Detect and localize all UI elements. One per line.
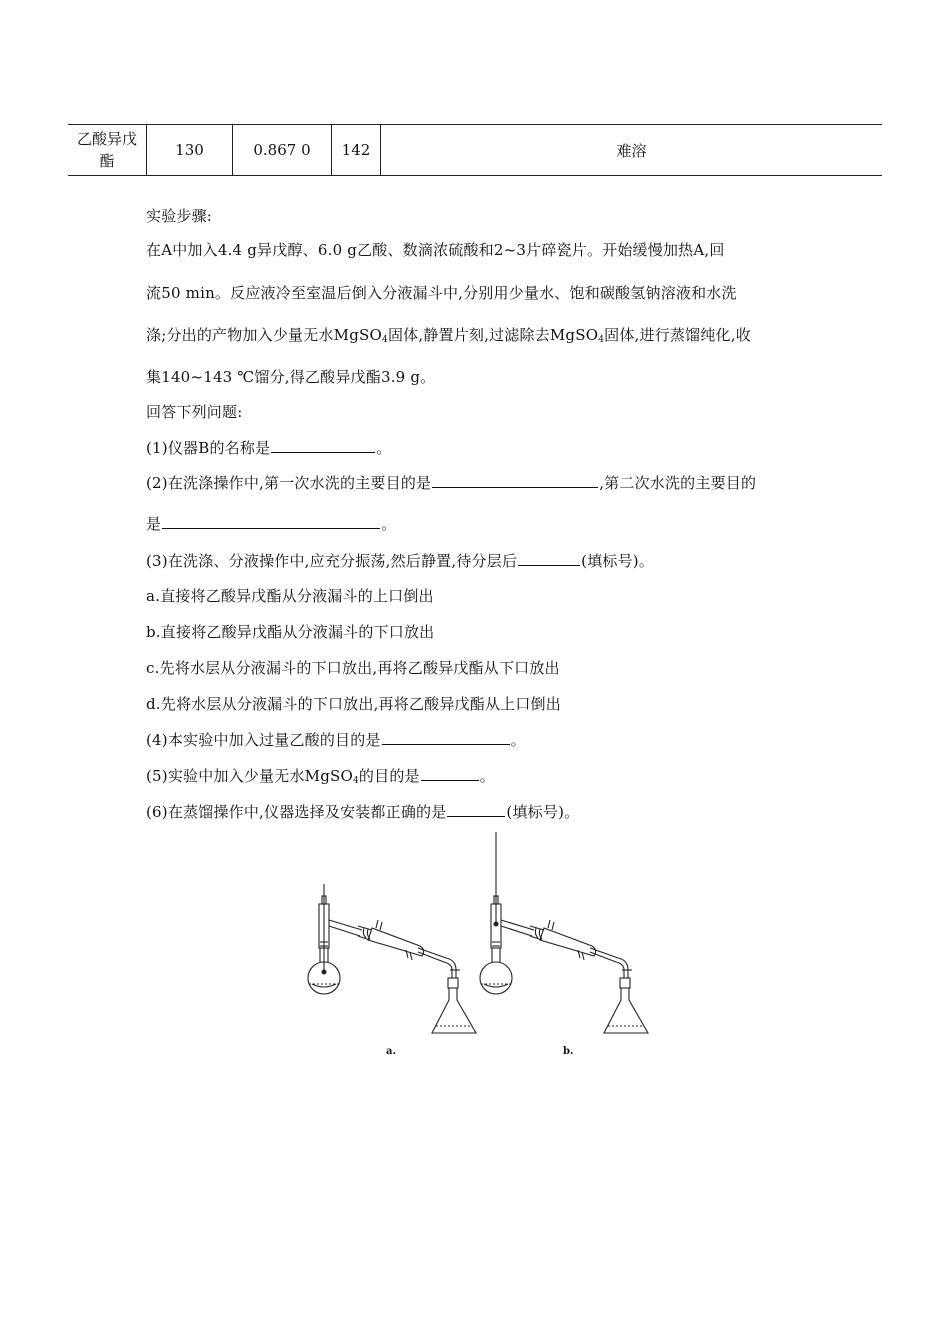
text: 固体,进行蒸馏纯化,收: [604, 326, 751, 344]
text: 。: [510, 731, 526, 749]
text: (1)仪器B的名称是: [146, 439, 271, 457]
text: (2)在洗涤操作中,第一次水洗的主要目的是: [146, 474, 432, 492]
text: (3)在洗涤、分液操作中,应充分振荡,然后静置,待分层后: [146, 552, 518, 570]
paragraph-line: 流50 min。反应液冷至室温后倒入分液漏斗中,分别用少量水、饱和碳酸氢钠溶液和水洗: [146, 284, 737, 302]
option-b: b.直接将乙酸异戊酯从分液漏斗的下口放出: [146, 623, 435, 641]
text: 涤;分出的产物加入少量无水MgSO: [146, 326, 382, 344]
answer-blank[interactable]: [421, 779, 479, 781]
paragraph-line: 在A中加入4.4 g异戊醇、6.0 g乙酸、数滴浓硫酸和2~3片碎瓷片。开始缓慢加热A,回: [146, 241, 725, 259]
question-2-cont: [146, 513, 396, 534]
question-2: [146, 472, 756, 493]
subscript: 4: [352, 776, 359, 786]
table-cell: 142: [332, 125, 381, 176]
table-cell: 130: [147, 125, 233, 176]
figure-label-b: b.: [563, 1046, 574, 1057]
subscript: 4: [598, 335, 605, 345]
text: (填标号)。: [506, 803, 580, 821]
table-row: [68, 125, 882, 176]
table-cell-name: [68, 125, 147, 176]
question-3: [146, 550, 654, 571]
text: 的目的是: [358, 767, 420, 785]
option-a: a.直接将乙酸异戊酯从分液漏斗的上口倒出: [146, 587, 434, 605]
text: 固体,静置片刻,过滤除去MgSO: [387, 326, 599, 344]
figure-label-a: a.: [386, 1046, 396, 1057]
question-5: [146, 765, 495, 786]
text: 是: [146, 515, 162, 533]
distillation-apparatus-figure: [300, 828, 660, 1068]
text: (5)实验中加入少量无水MgSO: [146, 767, 353, 785]
text: ,第二次水洗的主要目的: [599, 474, 757, 492]
cell-text: 酯: [99, 152, 115, 170]
question-6: [146, 801, 579, 822]
option-c: c.先将水层从分液漏斗的下口放出,再将乙酸异戊酯从下口放出: [146, 659, 560, 677]
text: 。: [479, 767, 495, 785]
option-d: d.先将水层从分液漏斗的下口放出,再将乙酸异戊酯从上口倒出: [146, 695, 561, 713]
cell-text: 乙酸异戊: [76, 130, 137, 148]
paragraph-line: 集140~143 ℃馏分,得乙酸异戊酯3.9 g。: [146, 368, 436, 386]
text: (填标号)。: [581, 552, 655, 570]
answer-blank[interactable]: [447, 815, 505, 817]
answer-blank[interactable]: [518, 564, 580, 566]
steps-title: 实验步骤:: [146, 207, 213, 225]
question-4: [146, 729, 526, 750]
answer-blank[interactable]: [162, 527, 380, 529]
text: (6)在蒸馏操作中,仪器选择及安装都正确的是: [146, 803, 447, 821]
table-cell: 0.867 0: [233, 125, 332, 176]
question-1: [146, 437, 391, 458]
apparatus-b: [480, 832, 648, 1033]
answer-blank[interactable]: [432, 486, 598, 488]
data-table: [68, 124, 882, 176]
table-cell: 难溶: [381, 125, 883, 176]
answer-blank[interactable]: [271, 451, 375, 453]
text: (4)本实验中加入过量乙酸的目的是: [146, 731, 381, 749]
paragraph-line: [146, 324, 751, 345]
answer-blank[interactable]: [382, 743, 510, 745]
text: 。: [381, 515, 397, 533]
text: 。: [376, 439, 392, 457]
subscript: 4: [382, 335, 388, 345]
apparatus-a: [308, 884, 476, 1033]
questions-title: 回答下列问题:: [146, 403, 243, 421]
